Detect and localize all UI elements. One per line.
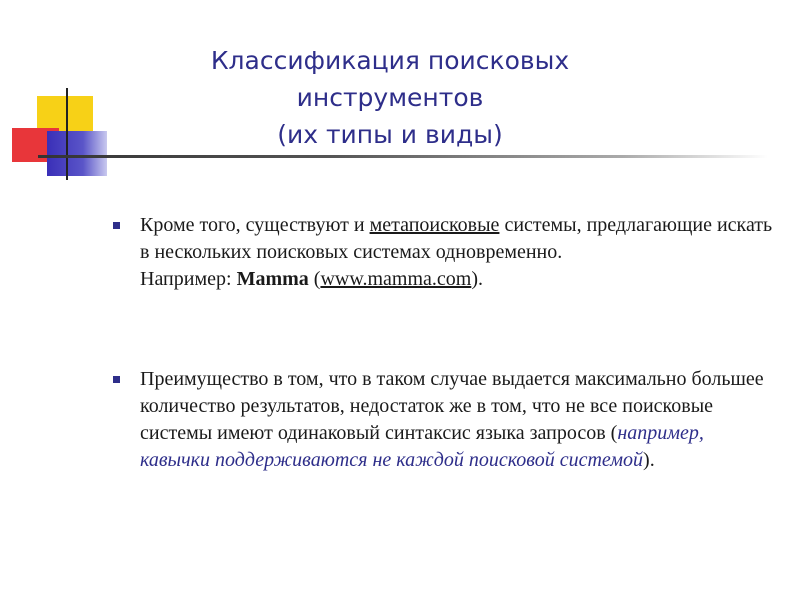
bullet-metasearch	[113, 212, 773, 293]
bullet-text-part: ).	[643, 449, 655, 471]
decor-blue-square	[47, 131, 107, 176]
bullet-text	[140, 212, 773, 293]
title-divider-line	[38, 155, 768, 158]
bullet-marker-icon	[113, 376, 120, 383]
bullet-text-part: ).	[471, 268, 483, 290]
bullet-text-part: Преимущество в том, что в таком случае выдается максимально большее количество результатов, недостаток же в том, что не все поисковые системы имеют одинаковый синтаксис языка запросов (	[140, 368, 764, 444]
example-note-italic: например, кавычки поддерживаются не каждой поисковой системой	[140, 422, 704, 471]
decor-vertical-line	[66, 88, 68, 180]
title-line-2: инструментов	[296, 83, 484, 112]
metasearch-term-link[interactable]: метапоисковые	[369, 214, 500, 236]
example-name: Mamma	[236, 268, 309, 290]
slide-title	[180, 42, 600, 153]
bullet-text-part: (	[308, 268, 321, 290]
title-line-1: Классификация поисковых	[210, 46, 570, 75]
example-url-link[interactable]: www.mamma.com	[320, 268, 472, 290]
bullet-text-part: Кроме того, существуют и	[140, 214, 370, 236]
title-line-3: (их типы и виды)	[277, 120, 503, 149]
bullet-text	[140, 366, 773, 474]
bullet-advantage	[113, 366, 773, 474]
bullet-text-part: системы, предлагающие искать в нескольких поисковых системах одновременно.	[140, 214, 773, 263]
example-label: Например:	[140, 268, 237, 290]
bullet-marker-icon	[113, 222, 120, 229]
